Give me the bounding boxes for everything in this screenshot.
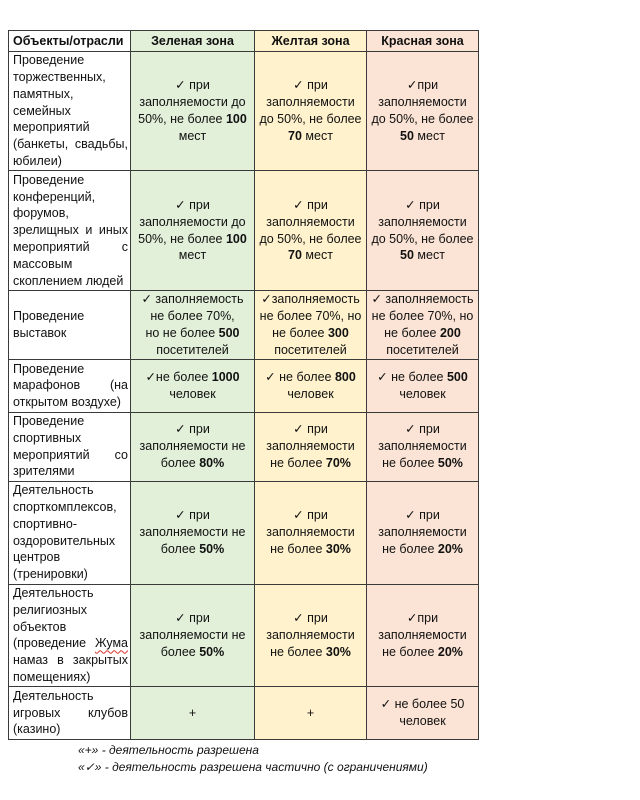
cell-line: зрелищных и иных: [13, 223, 128, 238]
yellow-zone-cell: [255, 360, 367, 412]
cell-line: [369, 247, 476, 264]
cell-line: торжественных,: [13, 70, 106, 85]
object-cell: [9, 481, 131, 584]
cell-line: ✓ при: [175, 422, 210, 437]
cell-line: [369, 644, 476, 661]
cell-line: ✓ при: [175, 508, 210, 523]
cell-text: мест: [301, 128, 333, 143]
cell-line: Проведение: [13, 361, 85, 376]
cell-line: ✓ не более 50: [380, 697, 465, 712]
yellow-zone-cell: [255, 171, 367, 291]
cell-line: ✓ при: [175, 78, 210, 93]
red-zone-cell: [367, 360, 479, 412]
bold-value: 50: [400, 248, 414, 263]
cell-line: [133, 325, 252, 342]
footnote-check: «✓» - деятельность разрешена частично (с ограничениями): [78, 759, 428, 774]
cell-line: заполняемости: [378, 439, 467, 454]
cell-line: ✓ при: [293, 198, 328, 213]
cell-line: массовым: [13, 256, 73, 271]
cell-line: [369, 325, 476, 342]
cell-line: [257, 247, 364, 264]
bold-value: 80%: [199, 456, 225, 471]
green-zone-cell: [131, 687, 255, 739]
green-zone-cell: [131, 171, 255, 291]
cell-line: [369, 541, 476, 558]
green-zone-cell: [131, 360, 255, 412]
cell-text: не более: [270, 456, 326, 471]
yellow-zone-cell: [255, 412, 367, 481]
bold-value: 1000: [211, 370, 240, 385]
cell-text: не более: [382, 456, 438, 471]
cell-line: ✓при: [406, 611, 439, 626]
cell-line: конференций,: [13, 189, 96, 204]
cell-line: [257, 325, 364, 342]
cell-line: заполняемости: [266, 214, 355, 229]
table-row: [9, 171, 479, 291]
cell-line: [133, 231, 252, 248]
header-red-zone: Красная зона: [367, 31, 479, 52]
cell-line: посетителей: [386, 342, 459, 357]
cell-line: центров: [13, 550, 61, 565]
cell-line: Проведение: [13, 309, 85, 324]
cell-line: [133, 541, 252, 558]
cell-line: зрителями: [13, 464, 75, 479]
cell-line: [257, 541, 364, 558]
green-zone-cell: [131, 584, 255, 687]
cell-line: +: [188, 705, 197, 720]
bold-value: 100: [225, 231, 247, 246]
table-row: [9, 51, 479, 171]
cell-line: человек: [399, 713, 446, 728]
cell-text: более: [160, 644, 200, 659]
bold-value: 30%: [325, 644, 351, 659]
cell-line: Проведение: [13, 172, 85, 187]
cell-line: до 50%, не более: [259, 231, 362, 246]
cell-line: ✓ при: [293, 422, 328, 437]
red-zone-cell: [367, 412, 479, 481]
cell-line: объектов: [13, 619, 67, 634]
object-cell: [9, 290, 131, 359]
cell-line: [133, 111, 252, 128]
cell-line: Деятельность: [13, 688, 94, 703]
cell-line: [133, 644, 252, 661]
cell-line: не более 70%, но: [259, 309, 362, 324]
table-row: [9, 412, 479, 481]
cell-line: не более 70%,: [150, 309, 235, 324]
cell-text: ✓ не более: [265, 370, 335, 385]
cell-text: не более: [270, 644, 326, 659]
cell-text: не более: [382, 542, 438, 556]
cell-line: Деятельность: [13, 586, 94, 600]
bold-value: 200: [439, 326, 461, 341]
green-zone-cell: [131, 481, 255, 584]
cell-line: [257, 644, 364, 661]
cell-line: посетителей: [156, 342, 229, 357]
footnotes: [78, 742, 479, 776]
cell-text: ✓ не более: [377, 370, 447, 385]
bold-value: 500: [446, 370, 468, 385]
red-zone-cell: [367, 584, 479, 687]
cell-line: [133, 369, 252, 386]
cell-line: ✓ при: [405, 422, 440, 437]
cell-line: (тренировки): [13, 567, 88, 582]
cell-line: (банкеты, свадьбы,: [13, 137, 128, 152]
red-zone-cell: [367, 481, 479, 584]
cell-line: мероприятий: [13, 120, 90, 135]
red-zone-cell: [367, 171, 479, 291]
cell-line: заполняемости: [378, 214, 467, 229]
cell-text: не более: [384, 326, 440, 341]
cell-text: ✓не более: [145, 370, 212, 385]
cell-line: [369, 455, 476, 472]
cell-line: спортивно-: [13, 516, 78, 531]
restrictions-table: [8, 30, 479, 740]
cell-line: открытом воздухе): [13, 395, 121, 410]
cell-line: мест: [178, 248, 207, 263]
cell-line: ✓ при: [175, 198, 210, 213]
bold-value: 30%: [325, 542, 351, 556]
cell-text: 50%, не более: [138, 231, 226, 246]
yellow-zone-cell: [255, 584, 367, 687]
table-row: [9, 687, 479, 739]
cell-line: ✓заполняемость: [261, 292, 360, 307]
cell-line: спортивных: [13, 430, 82, 445]
green-zone-cell: [131, 290, 255, 359]
cell-text: более: [160, 456, 200, 471]
cell-line: мероприятий с: [13, 240, 128, 255]
object-cell: [9, 584, 131, 687]
cell-line: [257, 128, 364, 145]
cell-line: марафонов (на: [13, 378, 128, 393]
bold-value: 50%: [437, 456, 463, 471]
bold-value: 20%: [437, 644, 463, 659]
cell-line: человек: [287, 386, 334, 401]
cell-line: до 50%, не более: [371, 112, 474, 127]
object-cell: [9, 360, 131, 412]
bold-value: 500: [218, 326, 240, 341]
cell-line: заполняемости до: [139, 214, 246, 229]
cell-line: ✓ заполняемость: [141, 292, 244, 307]
cell-line: намаз в закрытых: [13, 653, 128, 668]
cell-line: ✓ при: [293, 508, 328, 523]
cell-line: юбилеи): [13, 154, 62, 169]
cell-line: Деятельность: [13, 483, 94, 498]
bold-value: 300: [327, 326, 349, 341]
cell-line: +: [306, 705, 315, 720]
table-row: [9, 481, 479, 584]
cell-line: [13, 635, 128, 652]
cell-text: не более: [272, 326, 328, 341]
cell-line: [133, 455, 252, 472]
header-green-zone: Зеленая зона: [131, 31, 255, 52]
header-yellow-zone: Желтая зона: [255, 31, 367, 52]
cell-line: заполняемости не: [139, 627, 246, 642]
cell-line: заполняемости не: [139, 439, 246, 454]
cell-line: ✓ при: [405, 198, 440, 213]
document-page: [8, 30, 479, 776]
cell-line: выставок: [13, 326, 67, 341]
table-row: [9, 290, 479, 359]
cell-line: заполняемости: [378, 525, 467, 540]
cell-line: мест: [178, 128, 207, 143]
red-zone-cell: [367, 687, 479, 739]
cell-line: заполняемости: [378, 95, 467, 110]
cell-line: не более 70%, но: [371, 309, 474, 324]
cell-line: помещениях): [13, 669, 91, 684]
cell-line: религиозных: [13, 602, 87, 617]
cell-text: мест: [413, 128, 445, 143]
yellow-zone-cell: [255, 481, 367, 584]
cell-line: [257, 369, 364, 386]
cell-text: (проведение: [13, 636, 95, 651]
cell-line: заполняемости не: [139, 525, 246, 540]
cell-line: скоплением людей: [13, 273, 124, 288]
cell-line: посетителей: [274, 342, 347, 357]
cell-line: [369, 369, 476, 386]
cell-text: не более: [270, 542, 326, 556]
cell-line: Проведение: [13, 53, 85, 68]
bold-value: 70: [288, 128, 302, 143]
header-objects: Объекты/отрасли: [9, 31, 131, 52]
cell-line: человек: [399, 386, 446, 401]
cell-line: ✓ заполняемость: [371, 292, 474, 307]
cell-line: ✓ при: [293, 611, 328, 626]
red-zone-cell: [367, 290, 479, 359]
yellow-zone-cell: [255, 51, 367, 171]
yellow-zone-cell: [255, 687, 367, 739]
cell-text: не более: [382, 644, 438, 659]
cell-line: ✓ при: [405, 508, 440, 523]
cell-line: ✓при: [406, 78, 439, 93]
cell-text: мест: [301, 248, 333, 263]
cell-line: ✓ при: [293, 78, 328, 93]
spellcheck-word: Жума: [94, 636, 128, 651]
cell-line: заполняемости: [378, 627, 467, 642]
table-row: [9, 360, 479, 412]
bold-value: 50%: [199, 644, 225, 659]
cell-line: (казино): [13, 722, 61, 737]
header-row: [9, 31, 479, 52]
red-zone-cell: [367, 51, 479, 171]
cell-text: но не более: [145, 326, 219, 341]
green-zone-cell: [131, 51, 255, 171]
cell-text: мест: [413, 248, 445, 263]
table-row: [9, 584, 479, 687]
bold-value: 100: [225, 112, 247, 127]
cell-line: заполняемости: [266, 95, 355, 110]
cell-line: до 50%, не более: [259, 112, 362, 127]
object-cell: [9, 687, 131, 739]
bold-value: 50: [400, 128, 414, 143]
bold-value: 70%: [325, 456, 351, 471]
cell-text: 50%, не более: [138, 112, 226, 127]
bold-value: 800: [334, 370, 356, 385]
cell-line: до 50%, не более: [371, 231, 474, 246]
bold-value: 70: [288, 248, 302, 263]
cell-line: Проведение: [13, 414, 85, 429]
cell-line: семейных: [13, 103, 71, 118]
yellow-zone-cell: [255, 290, 367, 359]
cell-line: [369, 128, 476, 145]
cell-line: ✓ при: [175, 611, 210, 626]
cell-line: заполняемости до: [139, 95, 246, 110]
cell-text: более: [160, 542, 200, 556]
bold-value: 50%: [199, 542, 225, 556]
cell-line: [257, 455, 364, 472]
table-header: [9, 31, 479, 52]
cell-line: игровых клубов: [13, 705, 128, 720]
cell-line: мероприятий со: [13, 447, 128, 462]
bold-value: 20%: [437, 542, 463, 556]
cell-line: спорткомплексов,: [13, 500, 117, 515]
cell-line: памятных,: [13, 86, 74, 101]
object-cell: [9, 51, 131, 171]
cell-line: заполняемости: [266, 525, 355, 540]
cell-line: оздоровительных: [13, 533, 116, 548]
cell-line: заполняемости: [266, 439, 355, 454]
cell-line: человек: [169, 386, 216, 401]
cell-line: заполняемости: [266, 627, 355, 642]
table-body: [9, 51, 479, 739]
object-cell: [9, 171, 131, 291]
footnote-plus: «+» - деятельность разрешена: [78, 742, 259, 757]
object-cell: [9, 412, 131, 481]
green-zone-cell: [131, 412, 255, 481]
cell-line: форумов,: [13, 206, 69, 221]
